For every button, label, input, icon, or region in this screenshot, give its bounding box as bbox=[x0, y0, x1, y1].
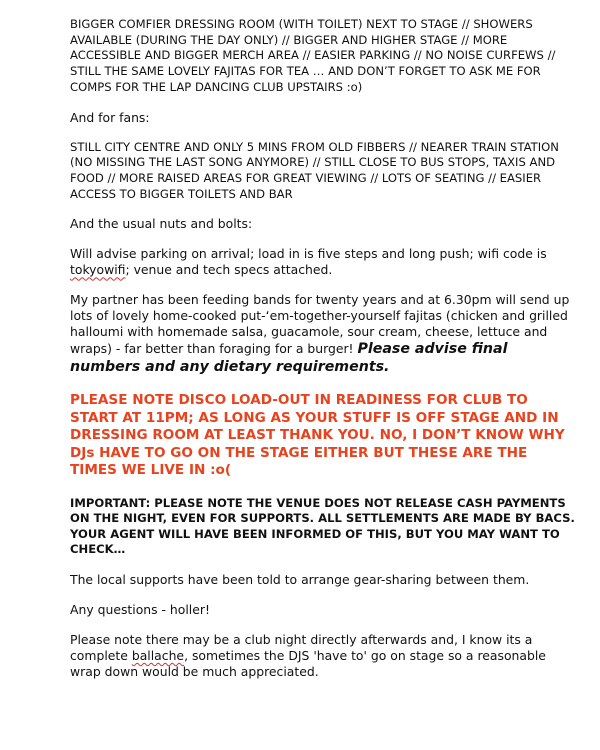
nuts-bolts-heading: And the usual nuts and bolts: bbox=[70, 216, 253, 232]
artist-perks-paragraph: BIGGER COMFIER DRESSING ROOM (WITH TOILET) NEXT TO STAGE // SHOWERS AVAILABLE (DURING THE DAY ONLY) // BIGGER AND HIGHER STAGE // MORE ACCESSIBLE AND BIGGER MERCH AREA // EASIER PARKING // NO NOISE CURFEWS // STILL THE SAME LOVELY FAJITAS FOR TEA … AND DON’T FORGET TO ASK ME FOR COMPS FOR THE LAP DANCING CLUB UPSTAIRS :o) bbox=[70, 17, 556, 94]
ballache-word: ballache bbox=[131, 647, 185, 663]
food-emphasis: Please advise final numbers and any dietary requirements. bbox=[70, 341, 508, 376]
fans-heading: And for fans: bbox=[70, 109, 150, 125]
supports-paragraph: The local supports have been told to arrange gear-sharing between them. bbox=[70, 571, 530, 587]
fan-perks-paragraph: STILL CITY CENTRE AND ONLY 5 MINS FROM OLD FIBBERS // NEARER TRAIN STATION (NO MISSING THE LAST SONG ANYMORE) // STILL CLOSE TO BUS STOPS, TAXIS AND FOOD // MORE RAISED AREAS FOR GREAT VIEWING // LOTS OF SEATING // EASIER ACCESS TO BIGGER TOILETS AND BAR bbox=[70, 139, 559, 201]
club-text-b: , sometimes the DJS 'have to' go on stage so a reasonable wrap down would be much appreciated. bbox=[70, 647, 546, 679]
logistics-text-b: ; venue and tech specs attached. bbox=[125, 262, 333, 278]
wifi-code: tokyowifi bbox=[70, 262, 126, 278]
club-text-a: Please note there may be a club night directly afterwards and, I know its a complete bbox=[70, 631, 533, 663]
logistics-paragraph bbox=[70, 246, 576, 278]
club-night-paragraph bbox=[70, 632, 576, 680]
disco-loadout-notice: PLEASE NOTE DISCO LOAD-OUT IN READINESS FOR CLUB TO START AT 11PM; AS LONG AS YOUR STUFF IS OFF STAGE AND IN DRESSING ROOM AT LEAST THANK YOU. NO, I DON’T KNOW WHY DJs HAVE TO GO ON THE STAGE EITHER BUT THESE ARE THE TIMES WE LIVE IN :o( bbox=[70, 392, 565, 479]
logistics-text-a: Will advise parking on arrival; load in is five steps and long push; wifi code is bbox=[70, 246, 547, 262]
payment-notice: IMPORTANT: PLEASE NOTE THE VENUE DOES NOT RELEASE CASH PAYMENTS ON THE NIGHT, EVEN FOR SUPPORTS. ALL SETTLEMENTS ARE MADE BY BACS. YOUR AGENT WILL HAVE BEEN INFORMED OF THIS, BUT YOU MAY WANT TO CHECK… bbox=[70, 495, 575, 557]
food-text: My partner has been feeding bands for twenty years and at 6.30pm will send up lots of lovely home-cooked put-‘em-together-yourself fajitas (chicken and grilled halloumi with homemade salsa, guacamole, sour cream, cheese, lettuce and wraps) - far better than foraging for a burger! bbox=[70, 292, 570, 357]
food-paragraph bbox=[70, 292, 576, 376]
questions-paragraph: Any questions - holler! bbox=[70, 601, 210, 617]
